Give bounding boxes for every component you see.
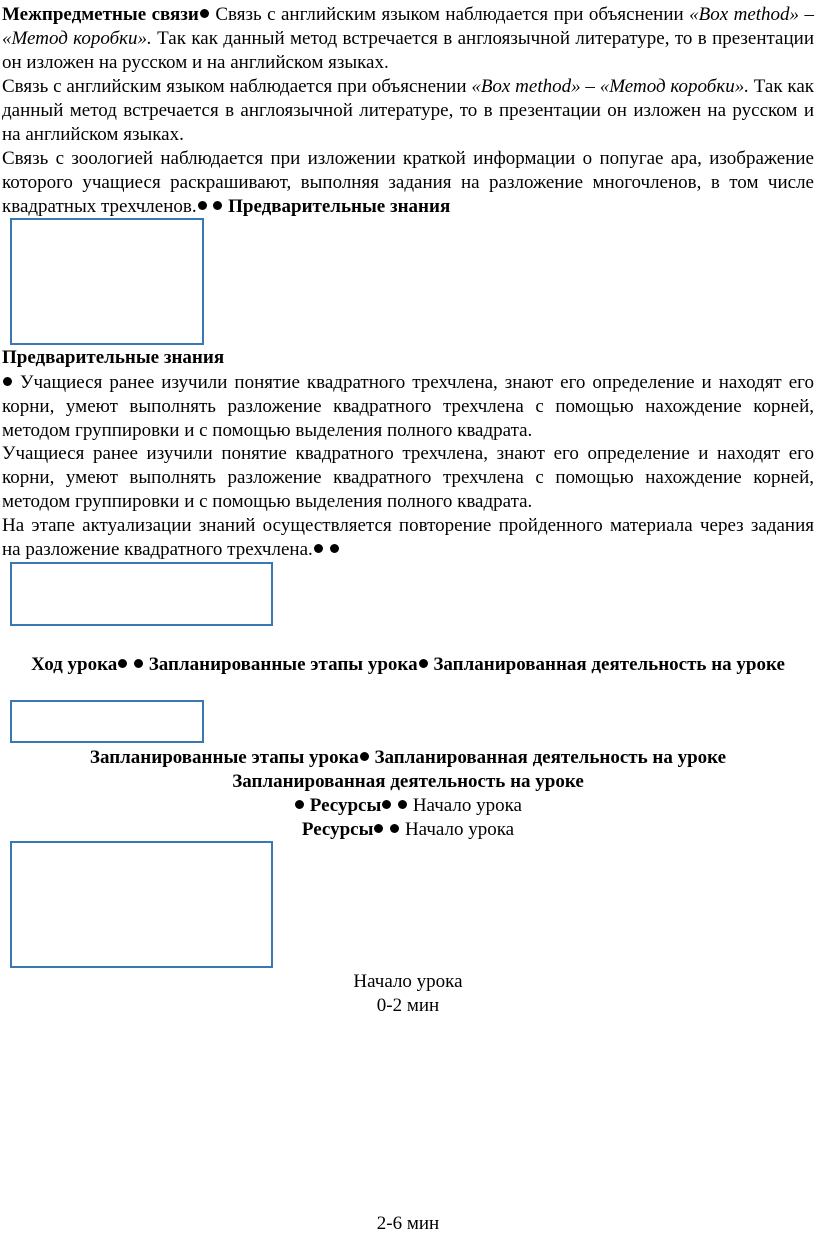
image-placeholder-2 bbox=[10, 562, 273, 626]
start-time: 0-2 мин bbox=[376, 995, 440, 1016]
resources-line-2: Ресурсы Начало урока bbox=[301, 819, 515, 840]
bullet-icon bbox=[398, 800, 407, 809]
zoology-paragraph: Связь с зоологией наблюдается при изложении краткой информации о попугае ара, изображение которого учащиеся раскрашивают, выполняя задания на разложение многочленов, в том числе квадратных трехчленов. Предварительные знания bbox=[2, 148, 814, 217]
image-placeholder-3 bbox=[10, 700, 204, 743]
bullet-icon bbox=[374, 824, 383, 833]
start-label: Начало урока bbox=[353, 971, 463, 992]
prior-knowledge-heading: Предварительные знания bbox=[2, 347, 225, 368]
actualization-text: На этапе актуализации знаний осуществляется повторение пройденного материала через задания на разложение квадратного трехчлена. bbox=[2, 515, 814, 560]
interdisciplinary-heading: Межпредметные связи bbox=[2, 4, 199, 25]
bullet-icon bbox=[419, 659, 428, 668]
bullet-icon bbox=[200, 9, 209, 18]
bullet-icon bbox=[314, 544, 323, 553]
bullet-icon bbox=[390, 824, 399, 833]
next-time: 2-6 мин bbox=[376, 1213, 440, 1234]
bullet-icon bbox=[295, 800, 304, 809]
image-placeholder-1 bbox=[10, 218, 204, 345]
bullet-icon bbox=[134, 659, 143, 668]
bullet-icon bbox=[118, 659, 127, 668]
prior-knowledge-bullet: Учащиеся ранее изучили понятие квадратного трехчлена, знают его определение и находят его корни, умеют выполнять разложение квадратного трехчлена с помощью нахождение корней, методом группировки и с помощью выделения полного квадрата. bbox=[2, 372, 814, 441]
bullet-icon bbox=[198, 201, 207, 210]
image-placeholder-4 bbox=[10, 841, 273, 968]
interdisciplinary-paragraph-2: Связь с английским языком наблюдается при объяснении «Box method» – «Метод коробки». Так как данный метод встречается в англоязычной литературе, то в презентации он изложен на русском и на английском языках. bbox=[2, 76, 815, 145]
prior-knowledge-text: Учащиеся ранее изучили понятие квадратного трехчлена, знают его определение и находят его корни, умеют выполнять разложение квадратного трехчлена с помощью нахождение корней, методом группировки и с помощью выделения полного квадрата. bbox=[2, 443, 814, 512]
planned-stages-line: Запланированные этапы урока Запланированная деятельность на уроке bbox=[89, 747, 727, 768]
bullet-icon bbox=[360, 752, 369, 761]
bullet-icon bbox=[330, 544, 339, 553]
bullet-icon bbox=[382, 800, 391, 809]
resources-line-1: Ресурсы Начало урока bbox=[0, 794, 816, 818]
interdisciplinary-paragraph-1: Межпредметные связи Связь с английским языком наблюдается при объяснении «Box method» – «Метод коробки». Так как данный метод встречается в англоязычной литературе, то в презентации он изложен на русском и на английском языках. bbox=[2, 4, 814, 73]
bullet-icon bbox=[213, 201, 222, 210]
bullet-icon bbox=[3, 377, 12, 386]
planned-activity-line: Запланированная деятельность на уроке bbox=[232, 771, 584, 792]
lesson-course-heading: Ход урока Запланированные этапы урока Запланированная деятельность на уроке bbox=[31, 654, 785, 675]
